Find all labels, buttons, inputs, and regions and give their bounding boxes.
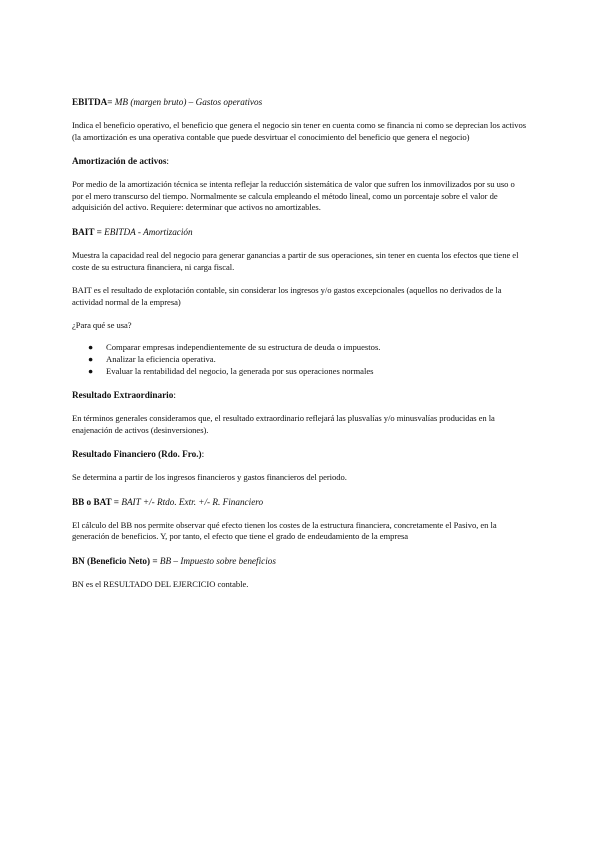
ebitda-description: Indica el beneficio operativo, el beneficio que genera el negocio sin tener en cuenta como se financia ni como se deprecian los activos (la amortización es una operativa contable que puede desvirtuar el conocimiento del beneficio que genera el negocio) [72, 120, 527, 142]
ebitda-formula: MB (margen bruto) – Gastos operativos [114, 97, 263, 107]
financiero-term: Resultado Financiero (Rdo. Fro.) [72, 449, 202, 460]
extraordinario-heading [72, 389, 528, 401]
bait-uses-list [72, 341, 528, 377]
extraordinario-colon: : [173, 389, 176, 400]
bb-formula: BAIT +/- Rtdo. Extr. +/- R. Financiero [121, 496, 264, 507]
bait-formula: EBITDA - Amortización [104, 226, 193, 237]
bb-description: El cálculo del BB nos permite observar qué efecto tienen los costes de la estructura financiera, concretamente el Pasivo, en la generación de beneficios. Y, por tanto, el efecto que tiene el grado de endeudamiento de la empresa [72, 519, 497, 542]
extraordinario-description: En términos generales consideramos que, el resultado extraordinario reflejará las plusvalías y/o minusvalías producidas en la enajenación de activos (desinversiones). [72, 412, 495, 435]
financiero-heading [72, 448, 528, 460]
bait-question: ¿Para qué se usa? [72, 320, 132, 331]
list-item [72, 341, 528, 353]
bb-term: BB o BAT = [72, 496, 122, 507]
amortizacion-heading [72, 155, 528, 167]
financiero-colon: : [201, 449, 205, 460]
bait-description-2: BAIT es el resultado de explotación contable, sin considerar los ingresos y/o gastos excepcionales (aquellos no derivados de la actividad normal de la empresa) [72, 285, 502, 307]
bn-formula: BB – Impuesto sobre beneficios [159, 555, 276, 566]
document-page [72, 96, 528, 603]
list-item [72, 353, 528, 365]
list-item-text: Evaluar la rentabilidad del negocio, la generada por sus operaciones normales [106, 365, 374, 376]
ebitda-heading [72, 96, 528, 108]
list-item-text: Comparar empresas independientemente de su estructura de deuda o impuestos. [106, 341, 381, 352]
bn-term: BN (Beneficio Neto) = [72, 555, 160, 566]
bullet-icon: ● [88, 341, 94, 352]
list-item-text: Analizar la eficiencia operativa. [106, 353, 216, 364]
financiero-description: Se determina a partir de los ingresos financieros y gastos financieros del periodo. [72, 472, 347, 483]
bn-description: BN es el RESULTADO DEL EJERCICIO contable. [72, 578, 249, 589]
amortizacion-term: Amortización de activos [72, 156, 167, 167]
list-item [72, 365, 528, 377]
bait-term: BAIT = [72, 226, 105, 237]
bait-description-1: Muestra la capacidad real del negocio para generar ganancias a partir de sus operaciones, sin tener en cuenta los efectos que tiene el coste de su estructura financiera, ni carga fiscal. [72, 249, 519, 272]
bn-heading [72, 555, 528, 567]
amortizacion-description: Por medio de la amortización técnica se intenta reflejar la reducción sistemática de valor que sufren los inmovilizados por su uso o por el mero transcurso del tiempo. Normalmente se calcula empleando el método lineal, como un porcentaje sobre el valor de adquisición del activo. Requiere: determinar que activos no amortizables. [72, 179, 515, 213]
bullet-icon: ● [88, 353, 94, 364]
amortizacion-colon: : [166, 156, 169, 167]
bait-heading [72, 226, 528, 238]
extraordinario-term: Resultado Extraordinario [72, 389, 174, 400]
bullet-icon: ● [88, 365, 94, 376]
ebitda-term: EBITDA= [72, 97, 113, 107]
bb-heading [72, 496, 528, 508]
